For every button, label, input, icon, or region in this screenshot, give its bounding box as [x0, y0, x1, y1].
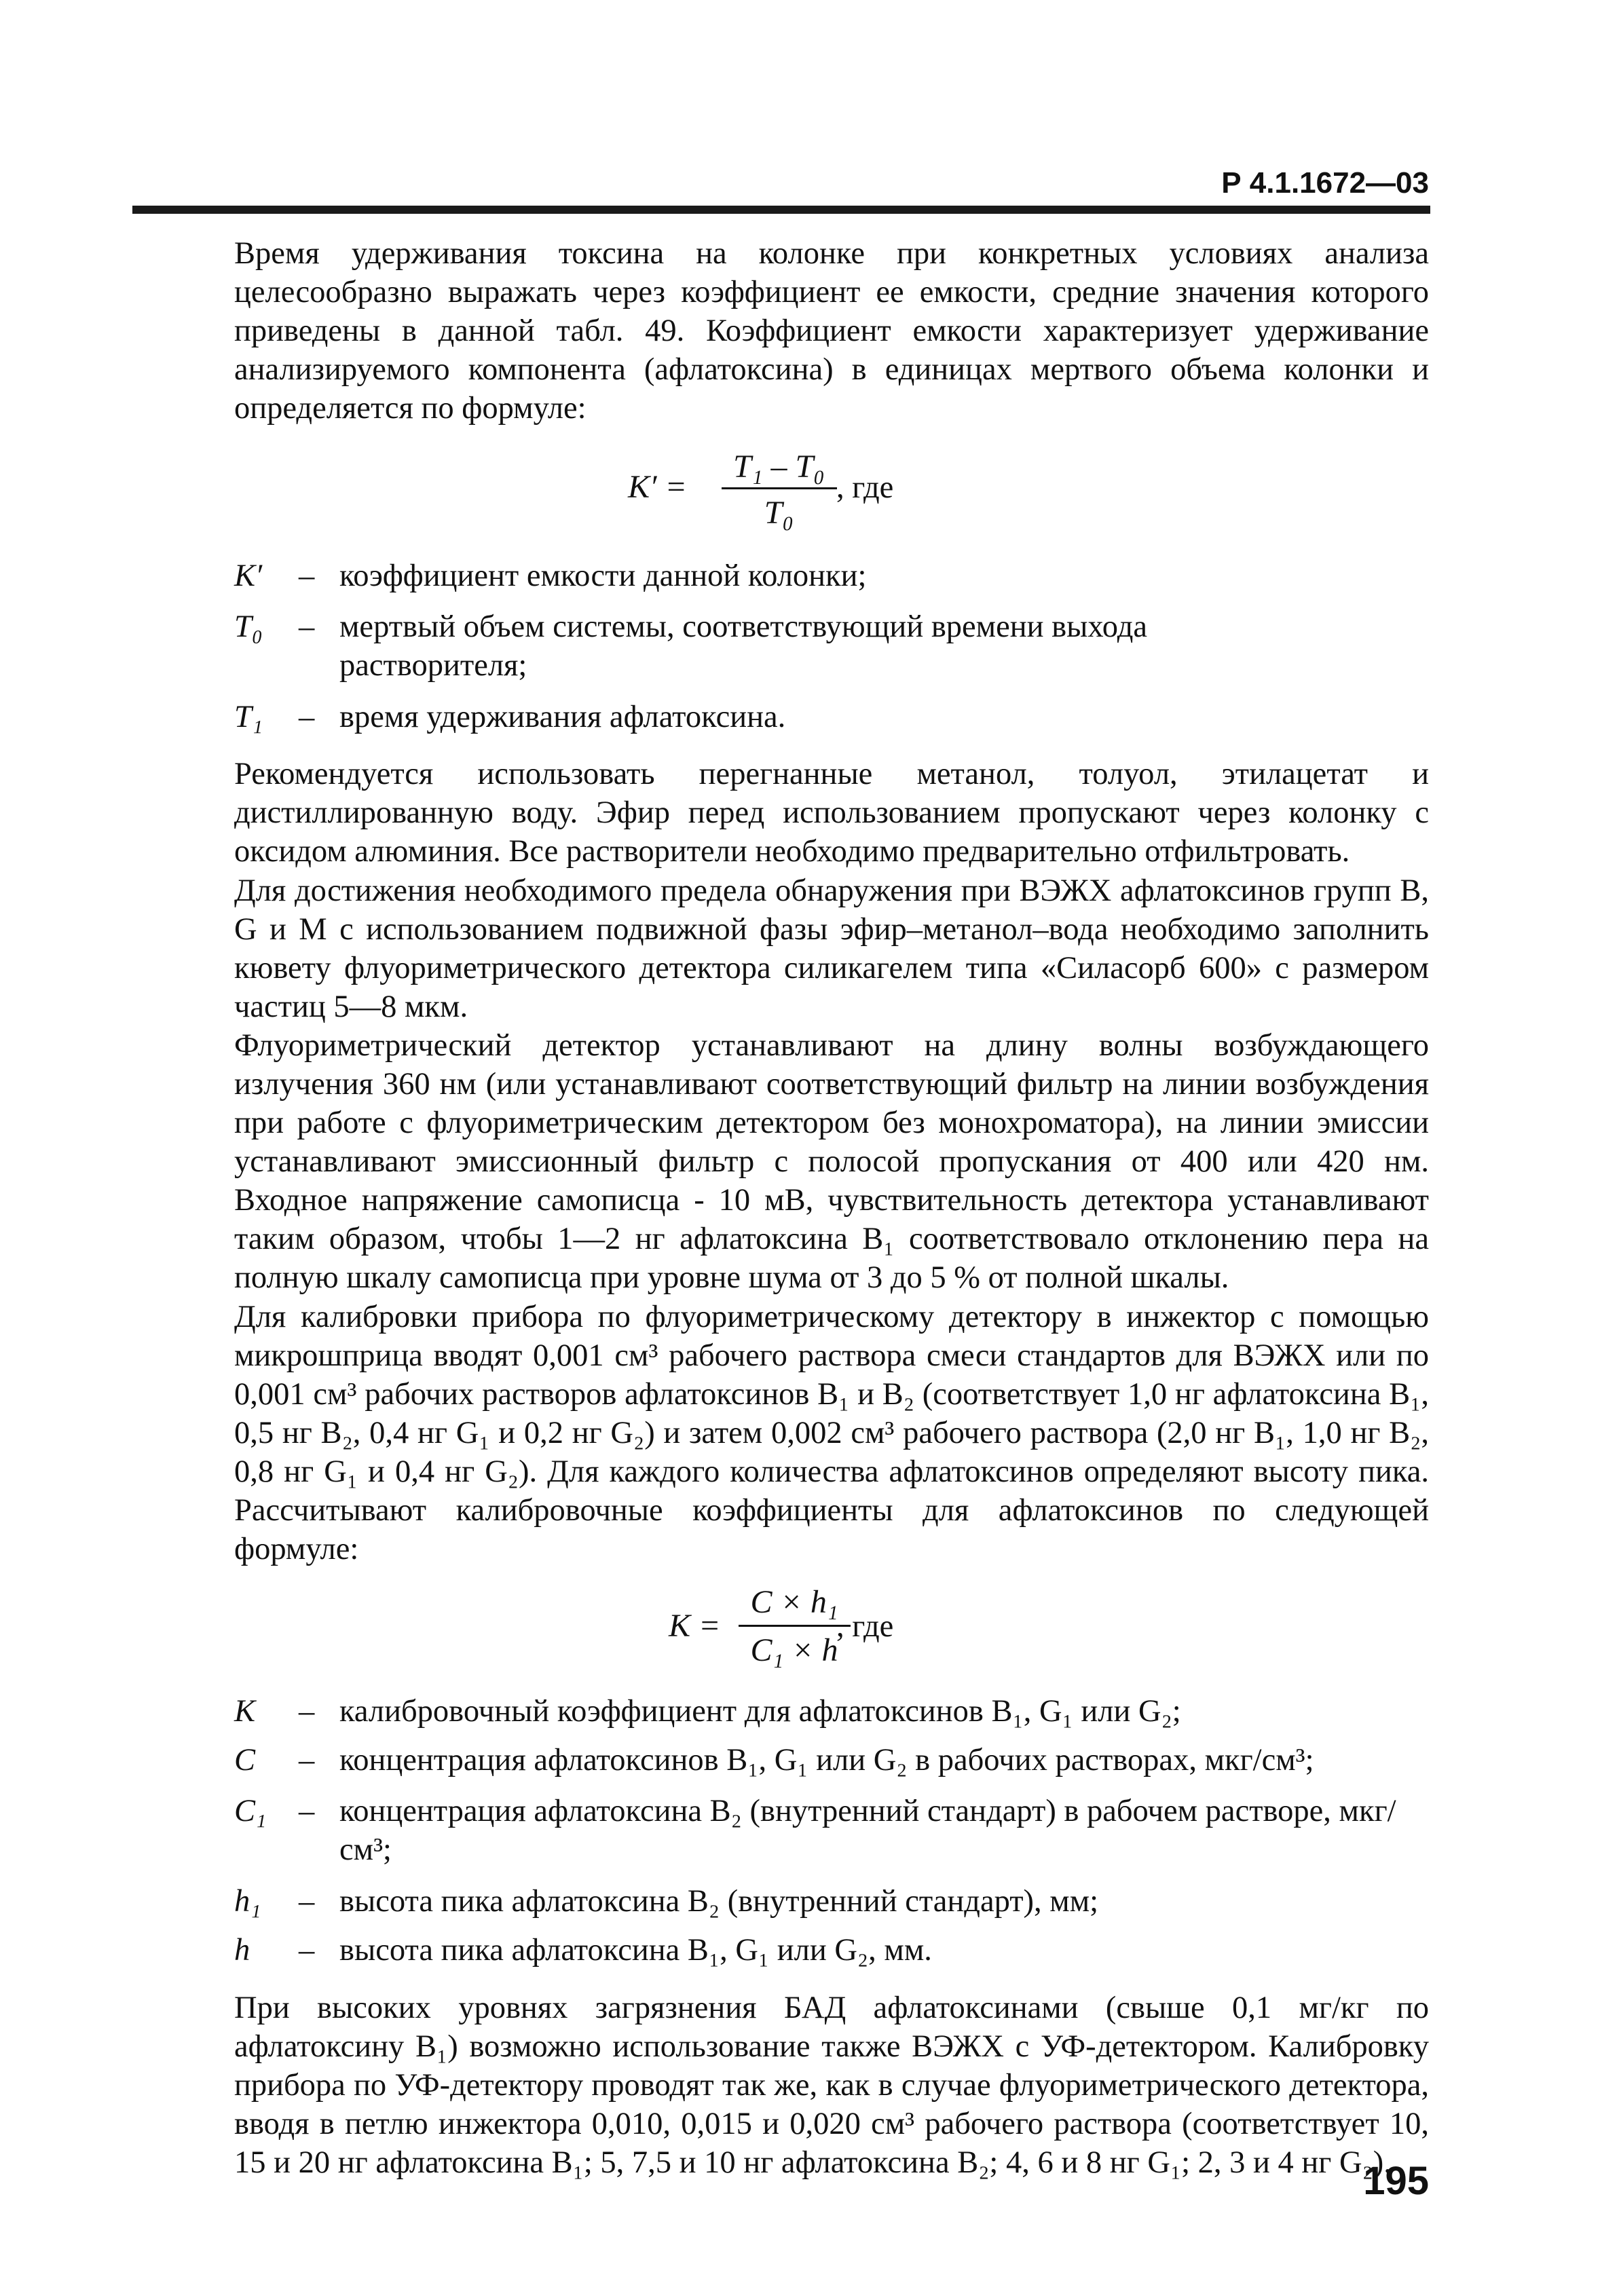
- paragraph-3-text: Для достижения необходимого предела обнаружения при ВЭЖХ афлатоксинов групп В, G и М с использованием подвижной фазы эфир–метанол–вода необходимо заполнить кювету флуориметрического детектора силикагелем типа «Силасорб 600» с размером частиц 5—8 мкм.: [234, 873, 1429, 1024]
- definition-symbol: T₁: [234, 700, 263, 734]
- formula-1-fraction-line: [722, 487, 837, 489]
- paragraph-2-text: Рекомендуется использовать перегнанные метанол, толуол, этилацетат и дистиллированную воду. Эфир перед использованием пропускают через колонку с оксидом алюминия. Все растворители необходимо предварительно отфильтровать.: [234, 757, 1429, 869]
- formula-2-where: , где: [836, 1609, 894, 1644]
- formula-1-lhs: K′ =: [628, 469, 687, 505]
- definition-c1: [234, 1792, 1429, 1873]
- paragraph-3: [234, 871, 1429, 1026]
- formula-2-numerator: C × h₁: [750, 1584, 838, 1620]
- definition-t0: [234, 607, 1429, 689]
- definition-t1: [234, 698, 1429, 738]
- paragraph-2: [234, 755, 1429, 871]
- definition-text: время удерживания афлатоксина.: [339, 700, 786, 734]
- definition-text: концентрация афлатоксинов В₁, G₁ или G₂ в рабочих растворах, мкг/см³;: [339, 1743, 1314, 1777]
- document-code: Р 4.1.1672—03: [1221, 166, 1429, 200]
- definition-symbol: C₁: [234, 1794, 267, 1828]
- formula-2-denominator: C₁ × h: [750, 1632, 838, 1668]
- paragraph-1-text: Время удерживания токсина на колонке при конкретных условиях анализа целесообразно выражать через коэффициент ее емкости, средние значения которого приведены в данной табл. 49. Коэффициент емкости характеризует удерживание анализируемого компонента (афлатоксина) в единицах мертвого объема колонки и определяется по формуле:: [234, 236, 1429, 426]
- definition-k-prime: [234, 557, 1429, 597]
- definition-text: высота пика афлатоксина В₁, G₁ или G₂, мм.: [339, 1933, 932, 1968]
- definition-symbol: K′: [234, 559, 263, 593]
- definition-dash: –: [299, 1694, 315, 1729]
- paragraph-6: [234, 1989, 1429, 2182]
- definition-symbol: h: [234, 1933, 250, 1968]
- definition-text: коэффициент емкости данной колонки;: [339, 559, 867, 593]
- paragraph-5-text: Для калибровки прибора по флуориметрическому детектору в инжектор с помощью микрошприца вводят 0,001 см³ рабочего раствора смеси стандартов для ВЭЖХ или по 0,001 см³ рабочих растворов афлатоксинов В₁ и В₂ (соответствует 1,0 нг афлатоксина В₁, 0,5 нг В₂, 0,4 нг G₁ и 0,2 нг G₂) и затем 0,002 см³ рабочего раствора (2,0 нг В₁, 1,0 нг В₂, 0,8 нг G₁ и 0,4 нг G₂). Для каждого количества афлатоксинов определяют высоту пика. Рассчитывают калибровочные коэффициенты для афлатоксинов по следующей формуле:: [234, 1300, 1429, 1566]
- definition-dash: –: [299, 700, 315, 734]
- definition-text: калибровочный коэффициент для афлатоксинов В₁, G₁ или G₂;: [339, 1694, 1181, 1729]
- definition-k: [234, 1692, 1429, 1733]
- definition-h1: [234, 1882, 1429, 1923]
- definition-dash: –: [299, 1884, 315, 1919]
- formula-2-fraction-line: [739, 1625, 851, 1627]
- page-number: 195: [1363, 2159, 1429, 2203]
- definition-dash: –: [299, 1933, 315, 1968]
- definition-dash: –: [299, 1743, 315, 1777]
- paragraph-5: [234, 1298, 1429, 1568]
- definition-symbol: T₀: [234, 609, 263, 644]
- formula-2-lhs: K =: [669, 1608, 721, 1644]
- paragraph-1: [234, 234, 1429, 428]
- definition-text: концентрация афлатоксина В₂ (внутренний стандарт) в рабочем растворе, мкг/см³;: [339, 1794, 1396, 1867]
- definition-symbol: h₁: [234, 1884, 261, 1919]
- header-rule: [132, 206, 1430, 214]
- definition-dash: –: [299, 609, 315, 644]
- definition-dash: –: [299, 1794, 315, 1828]
- paragraph-6-text: При высоких уровнях загрязнения БАД афлатоксинами (свыше 0,1 мг/кг по афлатоксину В₁) возможно использование также ВЭЖХ с УФ-детектором. Калибровку прибора по УФ-детектору проводят так же, как в случае флуориметрического детектора, вводя в петлю инжектора 0,010, 0,015 и 0,020 см³ рабочего раствора (соответствует 10, 15 и 20 нг афлатоксина В₁; 5, 7,5 и 10 нг афлатоксина В₂; 4, 6 и 8 нг G₁; 2, 3 и 4 нг G₂).: [234, 1991, 1429, 2180]
- formula-1-numerator: T₁ – T₀: [733, 449, 825, 485]
- definition-symbol: C: [234, 1743, 256, 1777]
- formula-1-denominator: T₀: [764, 495, 794, 531]
- definition-dash: –: [299, 559, 315, 593]
- definition-h: [234, 1931, 1429, 1972]
- definition-text: мертвый объем системы, соответствующий времени выхода растворителя;: [339, 609, 1148, 683]
- definition-text: высота пика афлатоксина В₂ (внутренний стандарт), мм;: [339, 1884, 1099, 1919]
- paragraph-4-text: Флуориметрический детектор устанавливают на длину волны возбуждающего излучения 360 нм (или устанавливают соответствующий фильтр на линии возбуждения при работе с флуориметрическим детектором без монохроматора), на линии эмиссии устанавливают эмиссионный фильтр с полосой пропускания от 400 или 420 нм. Входное напряжение самописца - 10 мВ, чувствительность детектора устанавливают таким образом, чтобы 1—2 нг афлатоксина В₁ соответствовало отклонению пера на полную шкалу самописца при уровне шума от 3 до 5 % от полной шкалы.: [234, 1028, 1429, 1295]
- formula-1-where: , где: [836, 470, 894, 505]
- definition-symbol: K: [234, 1694, 256, 1729]
- paragraph-4: [234, 1026, 1429, 1297]
- definition-c: [234, 1741, 1429, 1782]
